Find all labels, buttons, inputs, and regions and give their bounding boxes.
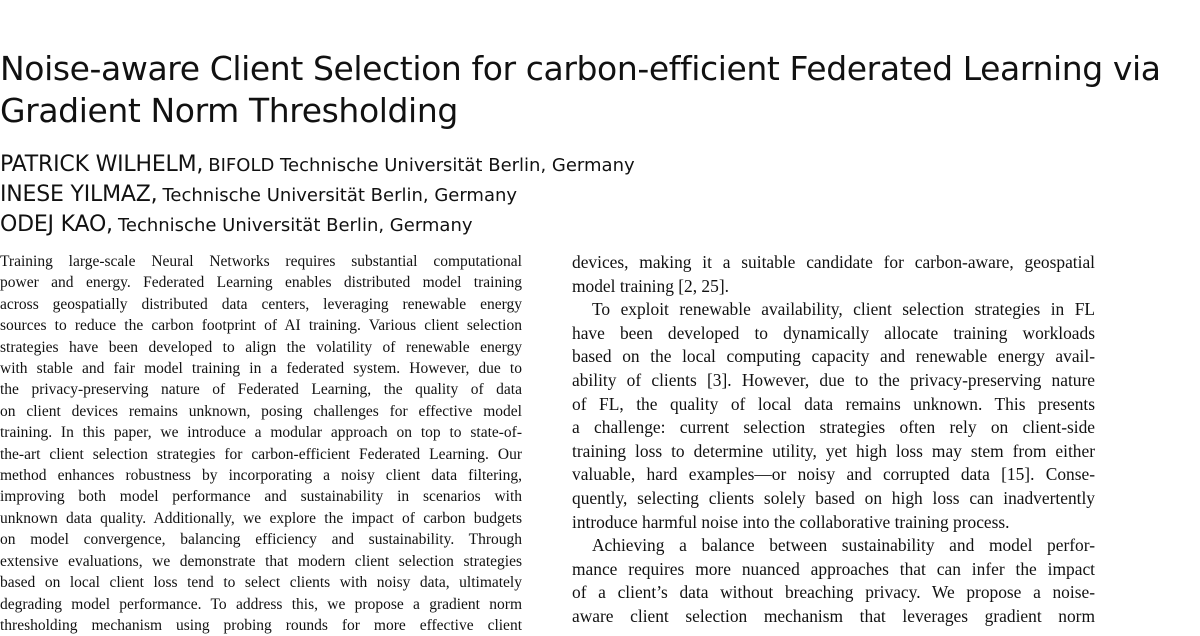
abstract-line: training. In this paper, we introduce a modular approach on top to state-of- — [0, 424, 522, 442]
abstract-line: method enhances robustness by incorporating a noisy client data filtering, — [0, 467, 522, 485]
body-line: devices, making it a suitable candidate for carbon-aware, geospatial — [572, 252, 1095, 272]
abstract-line: the-art client selection strategies for carbon-efficient Federated Learning. Our — [0, 445, 522, 463]
abstract-line: improving both model performance and sustainability in scenarios with — [0, 488, 522, 506]
body-line: a challenge: current selection strategies often rely on client-side — [572, 417, 1095, 438]
abstract-line: degrading model performance. To address this, we propose a gradient norm — [0, 595, 522, 613]
body-line: of a client’s data without breaching privacy. We propose a noise- — [572, 582, 1095, 603]
abstract-line: based on local client loss tend to select clients with noisy data, ultimately — [0, 574, 522, 592]
abstract-line: the privacy-preserving nature of Federated Learning, the quality of data — [0, 381, 522, 399]
abstract — [0, 251, 522, 636]
title-line: Noise-aware Client Selection for carbon-efficient Federated Learning via — [0, 49, 1161, 88]
author-name: PATRICK WILHELM, — [0, 152, 204, 177]
abstract-line: on client devices remains unknown, posing challenges for effective model — [0, 402, 522, 420]
body-line: ability of clients [3]. However, due to the privacy-preserving nature — [572, 369, 1095, 390]
author-affiliation: Technische Universität Berlin, Germany — [162, 185, 518, 206]
body-line: To exploit renewable availability, client selection strategies in FL — [592, 299, 1095, 320]
abstract-line: power and energy. Federated Learning enables distributed model training — [0, 274, 522, 292]
abstract-line: thresholding mechanism using probing rounds for more effective client — [0, 616, 522, 634]
abstract-line: strategies have been developed to align the volatility of renewable energy — [0, 338, 522, 356]
abstract-line: on model convergence, balancing efficiency and sustainability. Through — [0, 531, 522, 549]
abstract-line: across geospatially distributed data centers, leveraging renewable energy — [0, 295, 522, 313]
body-line: of FL, the quality of local data remains unknown. This presents — [572, 393, 1095, 414]
author-name: INESE YILMAZ, — [0, 182, 158, 207]
author-entry — [0, 180, 635, 210]
body-line: training loss to determine utility, yet high loss may stem from either — [572, 440, 1095, 461]
body-line: introduce harmful noise into the collaborative training process. — [572, 511, 1010, 532]
author-entry — [0, 210, 635, 240]
body-line: aware client selection mechanism that leverages gradient norm — [572, 605, 1095, 626]
author-list — [0, 150, 635, 240]
author-name: ODEJ KAO, — [0, 212, 113, 237]
abstract-line: unknown data quality. Additionally, we explore the impact of carbon budgets — [0, 509, 522, 527]
body-line: valuable, hard examples—or noisy and corrupted data [15]. Conse- — [572, 464, 1095, 485]
body-line: based on the local computing capacity and renewable energy avail- — [572, 346, 1095, 367]
body-line: Achieving a balance between sustainability and model perfor- — [592, 535, 1095, 556]
body-line: have been developed to dynamically allocate training workloads — [572, 322, 1095, 343]
abstract-line: extensive evaluations, we demonstrate that modern client selection strategies — [0, 552, 522, 570]
paper-title — [0, 48, 1161, 132]
author-entry — [0, 150, 635, 180]
abstract-line: with stable and fair model training in a federated system. However, due to — [0, 360, 522, 378]
body-line: model training [2, 25]. — [572, 275, 729, 296]
body-line: quently, selecting clients solely based on high loss can inadvertently — [572, 487, 1095, 508]
abstract-line: sources to reduce the carbon footprint of AI training. Various client selection — [0, 317, 522, 335]
body-line: mance requires more nuanced approaches that can infer the impact — [572, 558, 1095, 579]
author-affiliation: BIFOLD Technische Universität Berlin, Germany — [208, 155, 635, 176]
introduction-text — [572, 251, 1095, 629]
author-affiliation: Technische Universität Berlin, Germany — [117, 215, 473, 236]
abstract-line: Training large-scale Neural Networks requires substantial computational — [0, 253, 522, 270]
title-line: Gradient Norm Thresholding — [0, 91, 458, 130]
